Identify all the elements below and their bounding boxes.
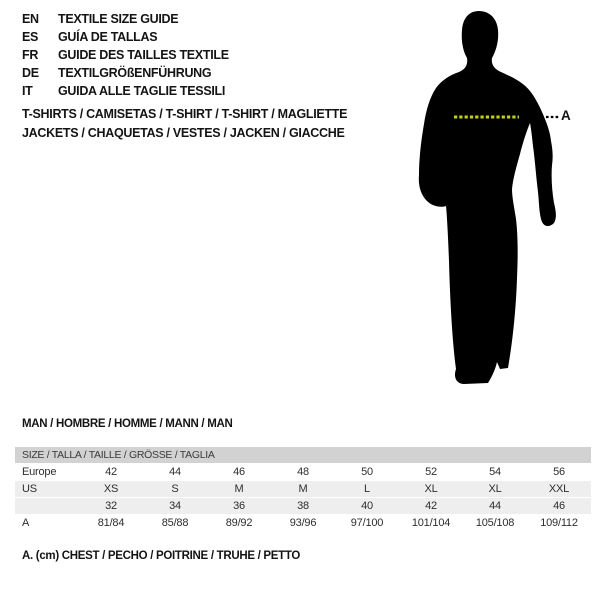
table-cell: L (335, 481, 399, 497)
language-code: EN (22, 12, 39, 26)
table-cell: M (271, 481, 335, 497)
table-cell: XXL (527, 481, 591, 497)
table-cell: 32 (79, 498, 143, 514)
table-cell: 38 (271, 498, 335, 514)
category-line-tshirts: T-SHIRTS / CAMISETAS / T-SHIRT / T-SHIRT / MAGLIETTE (22, 107, 348, 121)
table-cell: 44 (463, 498, 527, 514)
row-label (15, 498, 79, 514)
size-table-header-row (15, 447, 591, 463)
table-row-us-numeric (15, 498, 591, 514)
table-cell: XL (463, 481, 527, 497)
table-cell: 42 (79, 464, 143, 480)
language-title: GUÍA DE TALLAS (58, 30, 158, 44)
language-code: IT (22, 84, 33, 98)
table-cell: 48 (271, 464, 335, 480)
table-cell: 101/104 (399, 515, 463, 531)
table-cell: 97/100 (335, 515, 399, 531)
measurement-label-a: A (561, 108, 571, 123)
table-row-europe (15, 464, 591, 480)
row-label: A (15, 515, 79, 531)
table-cell: 40 (335, 498, 399, 514)
table-cell: 105/108 (463, 515, 527, 531)
table-cell: 81/84 (79, 515, 143, 531)
section-title-man: MAN / HOMBRE / HOMME / MANN / MAN (22, 418, 233, 430)
table-cell: 54 (463, 464, 527, 480)
table-cell: 34 (143, 498, 207, 514)
language-title: TEXTILGRÖßENFÜHRUNG (58, 66, 212, 80)
language-title: TEXTILE SIZE GUIDE (58, 12, 179, 26)
table-cell: 85/88 (143, 515, 207, 531)
table-cell: 50 (335, 464, 399, 480)
table-cell: 42 (399, 498, 463, 514)
table-cell: S (143, 481, 207, 497)
row-label: Europe (15, 464, 79, 480)
size-table (15, 446, 591, 532)
table-cell: XL (399, 481, 463, 497)
language-code: ES (22, 30, 39, 44)
table-cell: 36 (207, 498, 271, 514)
row-label: US (15, 481, 79, 497)
table-cell: 93/96 (271, 515, 335, 531)
table-row-us (15, 481, 591, 497)
table-cell: M (207, 481, 271, 497)
table-cell: 89/92 (207, 515, 271, 531)
language-code: DE (22, 66, 39, 80)
table-cell: 46 (527, 498, 591, 514)
language-title: GUIDA ALLE TAGLIE TESSILI (58, 84, 226, 98)
table-cell: 56 (527, 464, 591, 480)
category-line-jackets: JACKETS / CHAQUETAS / VESTES / JACKEN / GIACCHE (22, 125, 345, 140)
table-row-chest-a (15, 515, 591, 531)
table-cell: XS (79, 481, 143, 497)
table-cell: 109/112 (527, 515, 591, 531)
size-table-header: SIZE / TALLA / TAILLE / GRÖSSE / TAGLIA (15, 447, 591, 463)
table-cell: 46 (207, 464, 271, 480)
language-title: GUIDE DES TAILLES TEXTILE (58, 48, 229, 62)
table-cell: 52 (399, 464, 463, 480)
footnote-chest: A. (cm) CHEST / PECHO / POITRINE / TRUHE / PETTO (22, 550, 301, 562)
language-code: FR (22, 48, 39, 62)
table-cell: 44 (143, 464, 207, 480)
man-silhouette (419, 11, 556, 384)
